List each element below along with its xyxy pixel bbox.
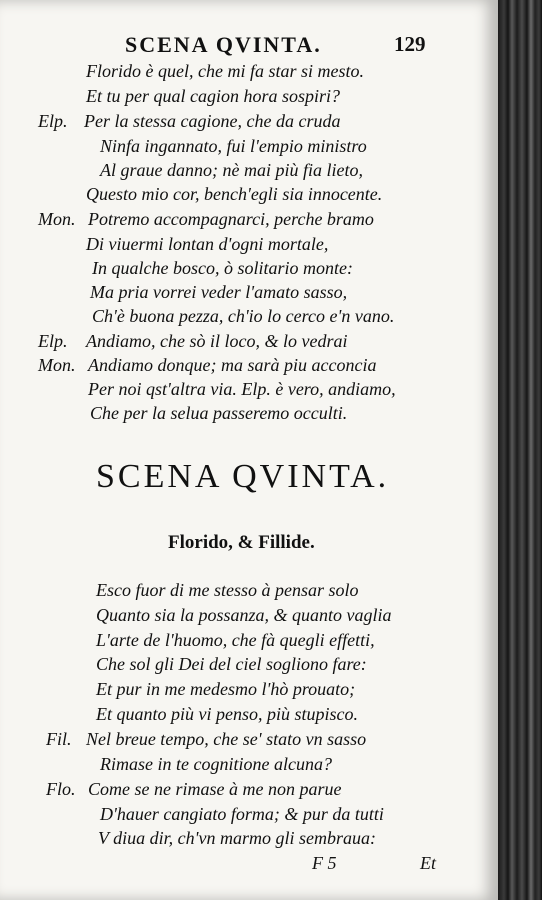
verse-line	[98, 826, 376, 850]
verse-text: Et quanto più vi penso, più stupisco.	[96, 704, 358, 724]
verse-text: V diua dir, ch'vn marmo gli sembraua:	[98, 828, 377, 848]
verse-text: Come se ne rimase à me non parue	[88, 779, 342, 799]
verse-text: Rimase in te cognitione alcuna?	[100, 754, 332, 774]
speaker-label: Mon.	[38, 355, 76, 375]
verse-text: Nel breue tempo, che se' stato vn sasso	[86, 729, 367, 749]
verse-line	[100, 752, 332, 776]
verse-text: Che sol gli Dei del ciel sogliono fare:	[96, 654, 367, 674]
verse-text: Florido è quel, che mi fa star si mesto.	[86, 61, 364, 81]
verse-text: Esco fuor di me stesso à pensar solo	[96, 580, 359, 600]
verse-line	[86, 59, 364, 83]
verse-line	[86, 182, 382, 206]
verse-line	[96, 677, 355, 701]
catchword: Et	[420, 853, 436, 873]
verse-text: Ninfa ingannato, fui l'empio ministro	[100, 136, 367, 156]
running-head-title: SCENA QVINTA.	[125, 32, 322, 57]
verse-line	[96, 702, 358, 726]
running-head	[0, 32, 498, 60]
scene-heading: SCENA QVINTA.	[96, 458, 390, 495]
verse-line	[92, 304, 394, 328]
verse-text: D'hauer cangiato forma; & pur da tutti	[100, 804, 384, 824]
verse-text: Ch'è buona pezza, ch'io lo cerco e'n vano.	[92, 306, 395, 326]
verse-text: Et pur in me medesmo l'hò prouato;	[96, 679, 356, 699]
verse-text: Et tu per qual cagion hora sospiri?	[86, 86, 341, 106]
verse-line	[100, 802, 384, 826]
verse-text: Di viuermi lontan d'ogni mortale,	[86, 234, 329, 254]
verse-text: Ma pria vorrei veder l'amato sasso,	[90, 282, 348, 302]
speaker-label: Mon.	[38, 209, 76, 229]
verse-text: Potremo accompagnarci, perche bramo	[88, 209, 374, 229]
page-footer	[0, 853, 498, 879]
verse-text: Andiamo, che sò il loco, & lo vedrai	[86, 331, 348, 351]
verse-line	[96, 603, 392, 627]
verse-line	[96, 652, 367, 676]
speaker-label: Fil.	[46, 729, 72, 749]
verse-text: Al graue danno; nè mai più fia lieto,	[100, 160, 363, 180]
verse-text: Per la stessa cagione, che da cruda	[84, 111, 341, 131]
verse-line	[96, 578, 359, 602]
signature-mark: F 5	[312, 853, 337, 873]
verse-line	[100, 158, 363, 182]
verse-line	[92, 256, 353, 280]
book-spine	[498, 0, 542, 900]
verse-line	[88, 377, 396, 401]
verse-line	[90, 401, 347, 425]
scene-characters: Florido, & Fillide.	[168, 532, 315, 553]
page-number: 129	[394, 32, 426, 56]
verse-text: Che per la selua passeremo occulti.	[90, 403, 348, 423]
verse-text: In qualche bosco, ò solitario monte:	[92, 258, 353, 278]
speaker-label: Elp.	[38, 331, 68, 351]
verse-line	[100, 134, 367, 158]
verse-line	[90, 280, 347, 304]
speaker-label: Flo.	[46, 779, 76, 799]
verse-text: L'arte de l'huomo, che fà quegli effetti,	[96, 630, 375, 650]
speaker-label: Elp.	[38, 111, 68, 131]
verse-text: Questo mio cor, bench'egli sia innocente.	[86, 184, 383, 204]
verse-line	[96, 628, 375, 652]
verse-text: Per noi qst'altra via. Elp. è vero, andiamo,	[88, 379, 396, 399]
verse-line	[86, 84, 340, 108]
verse-text: Quanto sia la possanza, & quanto vaglia	[96, 605, 392, 625]
verse-line	[86, 232, 328, 256]
verse-text: Andiamo donque; ma sarà piu acconcia	[88, 355, 377, 375]
